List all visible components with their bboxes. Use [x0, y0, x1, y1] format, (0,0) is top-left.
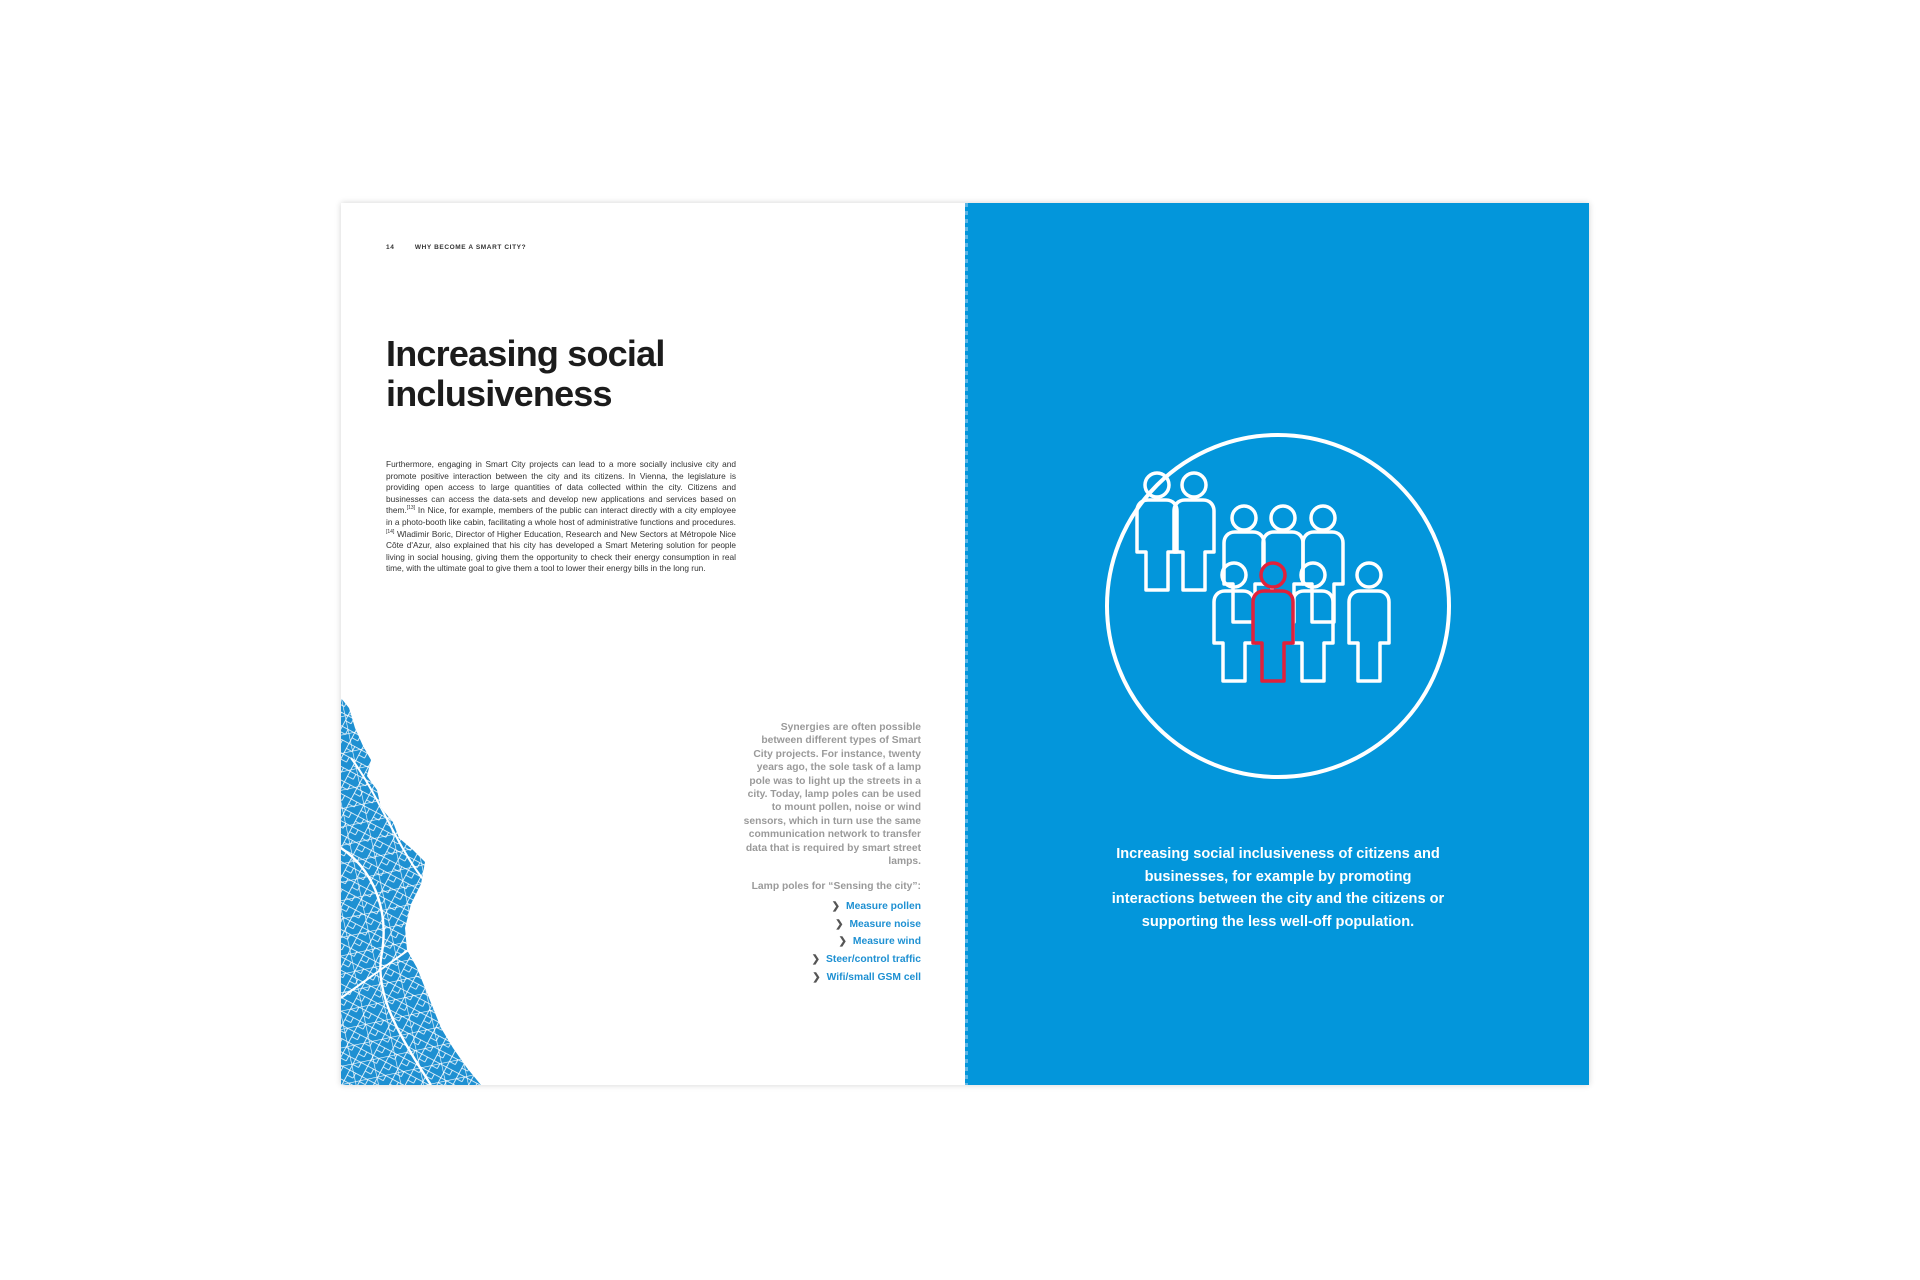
body-paragraph — [386, 459, 736, 575]
footnote-ref-14: [14] — [386, 528, 395, 535]
footnote-ref-13: [13] — [406, 505, 416, 512]
people-group-icon — [1105, 433, 1451, 779]
chevron-right-icon: ❯ — [838, 936, 847, 948]
list-item: ❯ Steer/control traffic — [741, 951, 921, 969]
list-item: ❯ Measure noise — [741, 916, 921, 934]
chevron-right-icon: ❯ — [831, 900, 841, 912]
chevron-right-icon: ❯ — [812, 972, 821, 984]
magazine-spread — [341, 203, 1589, 1085]
illustration-caption: Increasing social inclusiveness of citizens and businesses, for example by promoting interactions between the city and the citizens or supporting the less well-off population. — [1111, 846, 1445, 930]
section-label: WHY BECOME A SMART CITY? — [414, 244, 527, 251]
list-item: ❯ Measure wind — [741, 933, 921, 951]
city-map-illustration — [341, 698, 481, 1085]
page-title: Increasing social inclusiveness — [386, 333, 665, 414]
page-gutter — [965, 203, 968, 1085]
page-number: 14 — [386, 244, 395, 251]
chevron-right-icon: ❯ — [811, 954, 821, 966]
lamp-poles-heading: Lamp poles for “Sensing the city”: — [751, 881, 921, 893]
sidebar-text: Synergies are often possible between different types of Smart City projects. For instance, twenty years ago, the sole task of a lamp pole was to light up the streets in a city. Today, lamp poles can be used to mount pollen, noise or wind sensors, which in turn use the same communication network to transfer data that is required by smart street lamps. — [743, 722, 921, 868]
left-page — [341, 203, 965, 1085]
body-text-3: Wladimir Boric, Director of Higher Education, Research and New Sectors at Métropole Nice Côte d'Azur, also explained that his city has developed a Smart Metering solution for people living in social housing, giving them the opportunity to check their energy consumption in real time, with the ultimate goal to give them a tool to lower their energy bills in the long run. — [386, 528, 736, 574]
lamp-poles-list — [741, 898, 921, 987]
body-text-2: In Nice, for example, members of the public can interact directly with a city employee in a photo-booth like cabin, facilitating a whole host of administrative functions and procedures. — [386, 505, 736, 527]
sidebar-callout — [741, 721, 921, 987]
chevron-right-icon: ❯ — [835, 918, 844, 930]
body-text-1: Furthermore, engaging in Smart City projects can lead to a more socially inclusive city and promote positive interaction between the city and its citizens. In Vienna, the legislature is providing open access to large quantities of data collected within the city. Citizens and businesses can access the data-sets and develop new applications and services based on them. — [386, 459, 736, 516]
running-head — [386, 244, 526, 251]
list-item: ❯ Wifi/small GSM cell — [741, 969, 921, 987]
list-item: ❯ Measure pollen — [741, 898, 921, 916]
right-page — [965, 203, 1589, 1085]
